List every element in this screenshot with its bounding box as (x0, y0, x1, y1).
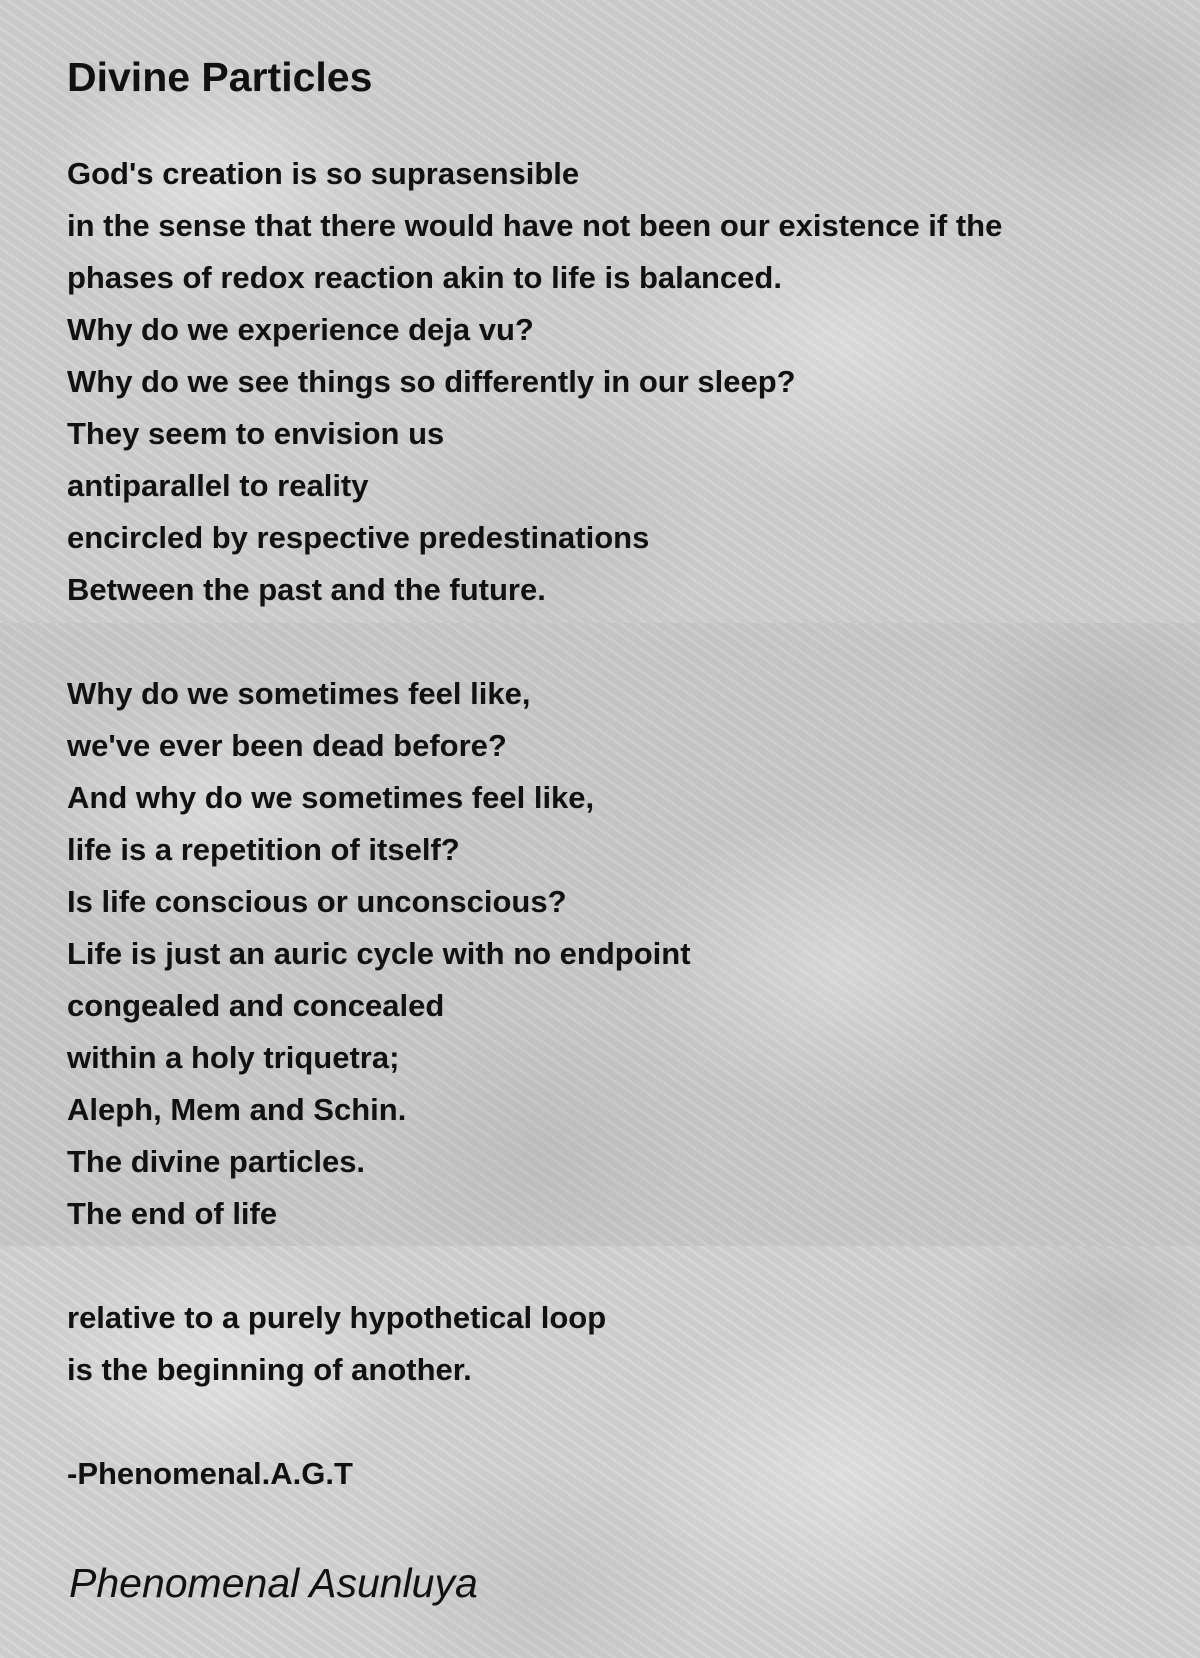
poem-line: Why do we experience deja vu? (67, 312, 534, 347)
poem-line: phases of redox reaction akin to life is balanced. (67, 260, 782, 295)
poem-line: life is a repetition of itself? (67, 832, 460, 867)
poem-line: God's creation is so suprasensible (67, 156, 580, 191)
poem-line: Between the past and the future. (67, 572, 546, 607)
poem-line: The divine particles. (67, 1144, 366, 1179)
poem-line: we've ever been dead before? (67, 728, 507, 763)
poem-line: antiparallel to reality (67, 468, 369, 503)
poem-line: congealed and concealed (67, 988, 445, 1023)
poem-line: And why do we sometimes feel like, (67, 780, 595, 815)
poem-line: Why do we see things so differently in our sleep? (67, 364, 796, 399)
poem-signature-line: -Phenomenal.A.G.T (67, 1456, 353, 1491)
poem-line: They seem to envision us (67, 416, 445, 451)
poem-line: encircled by respective predestinations (67, 520, 650, 555)
poem-line: in the sense that there would have not been our existence if the (67, 208, 1003, 243)
poem-line: is the beginning of another. (67, 1352, 472, 1387)
poem-line: Life is just an auric cycle with no endpoint (67, 936, 691, 971)
poem-line: relative to a purely hypothetical loop (67, 1300, 607, 1335)
poem-author: Phenomenal Asunluya (69, 1560, 478, 1606)
poem-line: Aleph, Mem and Schin. (67, 1092, 407, 1127)
poem-line: Why do we sometimes feel like, (67, 676, 531, 711)
poem-title: Divine Particles (67, 54, 373, 100)
poem-line: Is life conscious or unconscious? (67, 884, 567, 919)
poem-line: within a holy triquetra; (67, 1040, 400, 1075)
poem-line: The end of life (67, 1196, 278, 1231)
